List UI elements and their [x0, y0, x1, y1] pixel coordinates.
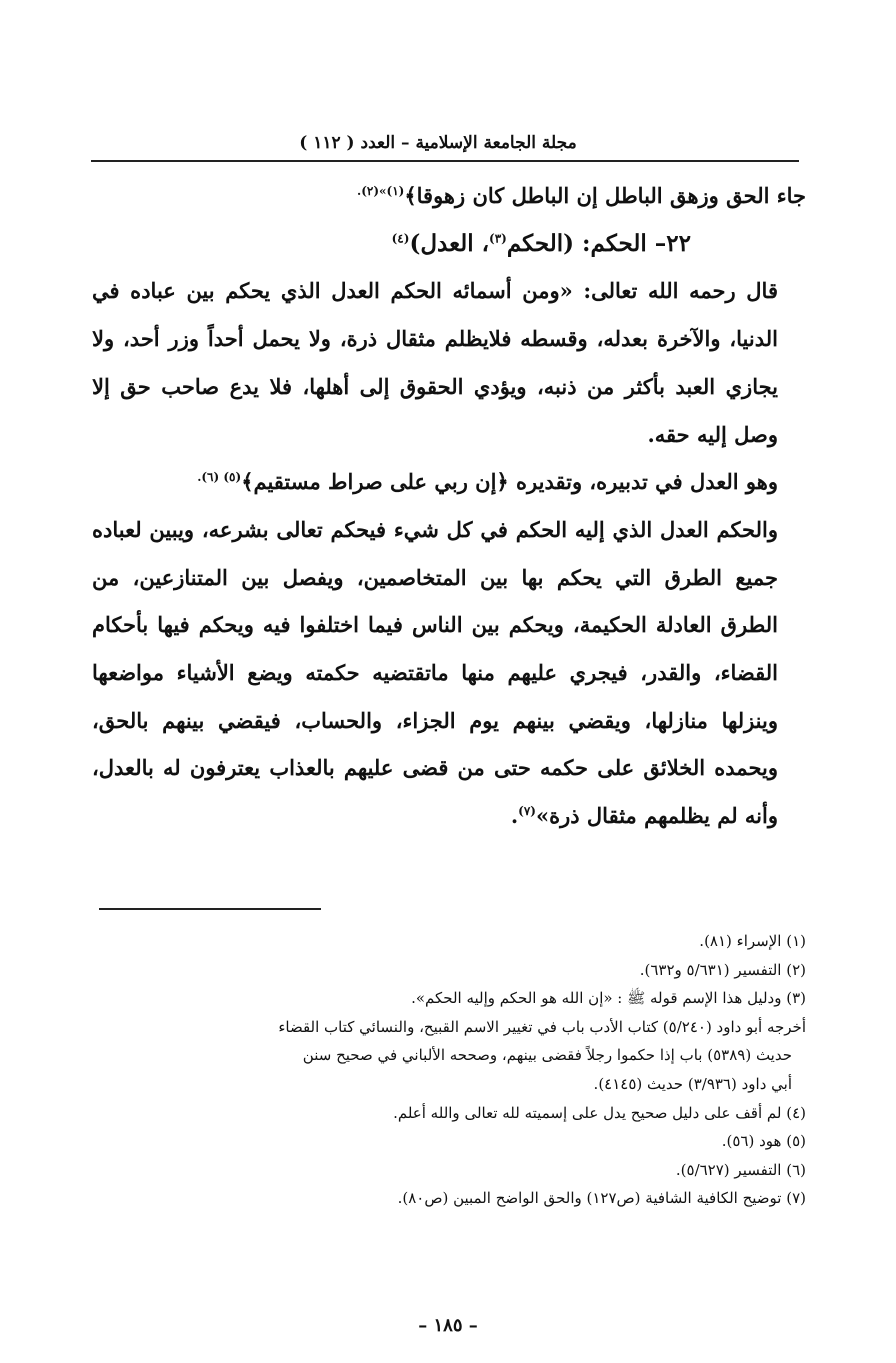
footnote-2: (٢) التفسير (٥/٦٣١ و٦٣٢). — [639, 960, 806, 979]
main-text — [92, 172, 806, 840]
continuation-line — [92, 172, 806, 220]
footnote-4: (٤) لم أقف على دليل صحيح يدل على إسميته لله تعالى والله أعلم. — [393, 1103, 806, 1122]
footnotes — [92, 927, 806, 1213]
footnote-3-source-line-2: حديث (٥٣٨٩) باب إذا حكموا رجلاً فقضى بينهم، وصححه الألباني في صحيح سنن — [302, 1046, 792, 1065]
section-title — [92, 220, 806, 268]
quran-continuation: جاء الحق وزهق الباطل إن الباطل كان زهوقا﴾ — [404, 183, 806, 208]
header-rule — [91, 160, 799, 162]
paragraph-3-end: . — [510, 803, 519, 829]
footnote-7: (٧) توضيح الكافية الشافية (ص١٢٧) والحق الواضح المبين (ص٨٠). — [397, 1189, 806, 1208]
section-title-mid: ، العدل) — [409, 229, 490, 257]
paragraph-2-text: وهو العدل في تدبيره، وتقديره ﴿إن ربي على صراط مستقيم﴾ — [241, 469, 778, 495]
footnote-ref: (٤) — [391, 231, 410, 246]
footnote-3-source-line-3: أبي داود (٣/٩٣٦) حديث (٤١٤٥). — [593, 1074, 792, 1093]
paragraph-1: قال رحمه الله تعالى: «ومن أسمائه الحكم العدل الذي يحكم بين عباده في الدنيا، والآخرة بعدله، وقسطه فلايظلم مثقال ذرة، ولا يحمل أحداً وزر أحد، ولا يجازي العبد بأكثر من ذنبه، ويؤدي الحقوق إلى أهلها، فلا يدع صاحب حق إلا وصل إليه حقه. — [92, 278, 778, 447]
page-number: – ١٨٥ – — [418, 1315, 478, 1336]
footnote-1: (١) الإسراء (٨١). — [699, 932, 806, 950]
paragraph-3 — [92, 506, 806, 840]
footnote-ref: (٥) (٦). — [197, 470, 242, 485]
running-header: مجلة الجامعة الإسلامية – العدد ( ١١٢ ) — [299, 133, 577, 153]
footnote-rule — [99, 908, 321, 910]
section-title-number: ٢٢– الحكم: — [582, 229, 691, 257]
paragraph-2 — [92, 458, 806, 506]
footnote-6: (٦) التفسير (٥/٦٢٧). — [675, 1160, 806, 1179]
footnote-3: (٣) ودليل هذا الإسم قوله ﷺ : «إن الله هو الحكم وإليه الحكم». — [411, 989, 806, 1008]
footnote-5: (٥) هود (٥٦). — [721, 1132, 806, 1151]
footnote-ref: (٧) — [518, 804, 536, 819]
footnote-ref: (١)»(٢). — [357, 184, 405, 198]
paragraph-3-text: والحكم العدل الذي إليه الحكم في كل شيء فيحكم تعالى بشرعه، ويبين لعباده جميع الطرق التي يحكم بها بين المتخاصمين، ويفصل بين المتنازعين، من الطرق العادلة الحكيمة، ويحكم بين الناس فيما اختلفوا فيه ويحكم فيها بأحكام القضاء، والقدر، فيجري عليهم منها ماتقتضيه حكمته ويضع الأشياء مواضعها وينزلها منازلها، ويقضي بينهم يوم الجزاء، والحساب، فيقضي بينهم بالحق، ويحمده الخلائق على حكمه حتى من قضى عليهم بالعذاب يعترفون له بالعدل، وأنه لم يظلمهم مثقال ذرة» — [92, 516, 778, 829]
section-title-open: (الحكم — [506, 229, 574, 257]
footnote-ref: (٣) — [489, 231, 507, 246]
footnote-3-source-line-1: أخرجه أبو داود (٥/٢٤٠) كتاب الأدب باب في تغيير الاسم القبيح، والنسائي كتاب القضاء — [278, 1017, 806, 1036]
